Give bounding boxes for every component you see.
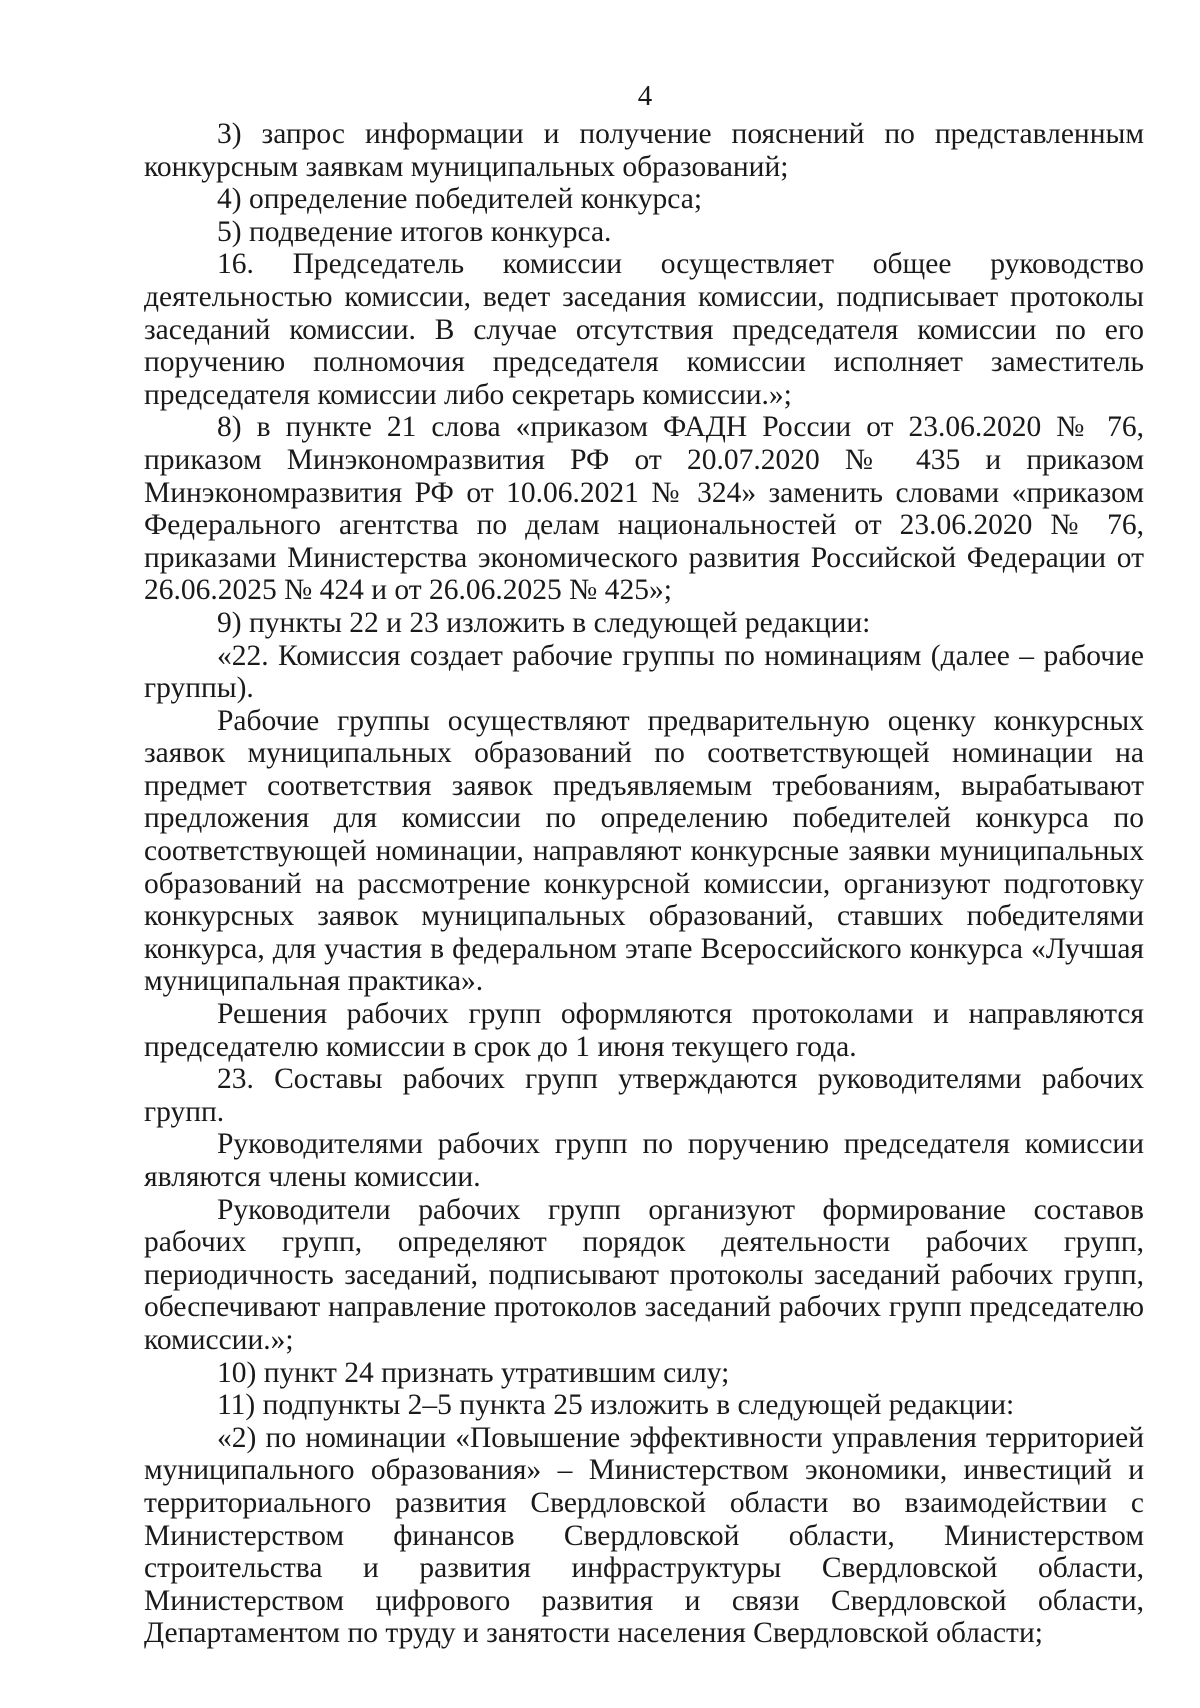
document-body bbox=[144, 118, 1144, 1650]
page-number: 4 bbox=[637, 80, 653, 112]
paragraph: 4) определение победителей конкурса; bbox=[217, 183, 703, 216]
paragraph: 3) запрос информации и получение пояснений по представленным конкурсным заявкам муниципальных образований; bbox=[144, 118, 1144, 183]
paragraph: Руководителями рабочих групп по поручению председателя комиссии являются члены комиссии. bbox=[144, 1128, 1144, 1193]
paragraph: «2) по номинации «Повышение эффективности управления территорией муниципального образования» – Министерством экономики, инвестиций и территориального развития Свердловской области во взаимодействии с Министерством финансов Свердловской области, Министерством строительства и развития инфраструктуры Свердловской области, Министерством цифрового развития и связи Свердловской области, Департаментом по труду и занятости населения Свердловской области; bbox=[144, 1421, 1144, 1650]
paragraph: Рабочие группы осуществляют предварительную оценку конкурсных заявок муниципальных образований по соответствующей номинации на предмет соответствия заявок предъявляемым требованиям, вырабатывают предложения для комиссии по определению победителей конкурса по соответствующей номинации, направляют конкурсные заявки муниципальных образований на рассмотрение конкурсной комиссии, организуют подготовку конкурсных заявок муниципальных образований, ставших победителями конкурса, для участия в федеральном этапе Всероссийского конкурса «Лучшая муниципальная практика». bbox=[144, 704, 1144, 998]
paragraph: 23. Составы рабочих групп утверждаются руководителями рабочих групп. bbox=[144, 1063, 1144, 1128]
paragraph: 9) пункты 22 и 23 изложить в следующей редакции: bbox=[217, 606, 871, 639]
paragraph: Руководители рабочих групп организуют формирование составов рабочих групп, определяют порядок деятельности рабочих групп, периодичность заседаний, подписывают протоколы заседаний рабочих групп, обеспечивают направление протоколов заседаний рабочих групп председателю комиссии.»; bbox=[144, 1193, 1144, 1356]
paragraph: 10) пункт 24 признать утратившим силу; bbox=[217, 1356, 730, 1389]
paragraph: Решения рабочих групп оформляются протоколами и направляются председателю комиссии в срок до 1 июня текущего года. bbox=[144, 998, 1144, 1063]
paragraph: 11) подпункты 2–5 пункта 25 изложить в следующей редакции: bbox=[217, 1389, 1015, 1422]
paragraph: 8) в пункте 21 слова «приказом ФАДН России от 23.06.2020 № 76, приказом Минэкономразвития РФ от 20.07.2020 № 435 и приказом Минэкономразвития РФ от 10.06.2021 № 324» заменить словами «приказом Федерального агентства по делам национальностей от 23.06.2020 № 76, приказами Министерства экономического развития Российской Федерации от 26.06.2025 № 424 и от 26.06.2025 № 425»; bbox=[144, 411, 1144, 607]
paragraph: «22. Комиссия создает рабочие группы по номинациям (далее – рабочие группы). bbox=[144, 639, 1144, 705]
paragraph: 5) подведение итогов конкурса. bbox=[217, 215, 612, 248]
paragraph: 16. Председатель комиссии осуществляет общее руководство деятельностью комиссии, ведет заседания комиссии, подписывает протоколы заседаний комиссии. В случае отсутствия председателя комиссии по его поручению полномочия председателя комиссии исполняет заместитель председателя комиссии либо секретарь комиссии.»; bbox=[144, 248, 1144, 411]
